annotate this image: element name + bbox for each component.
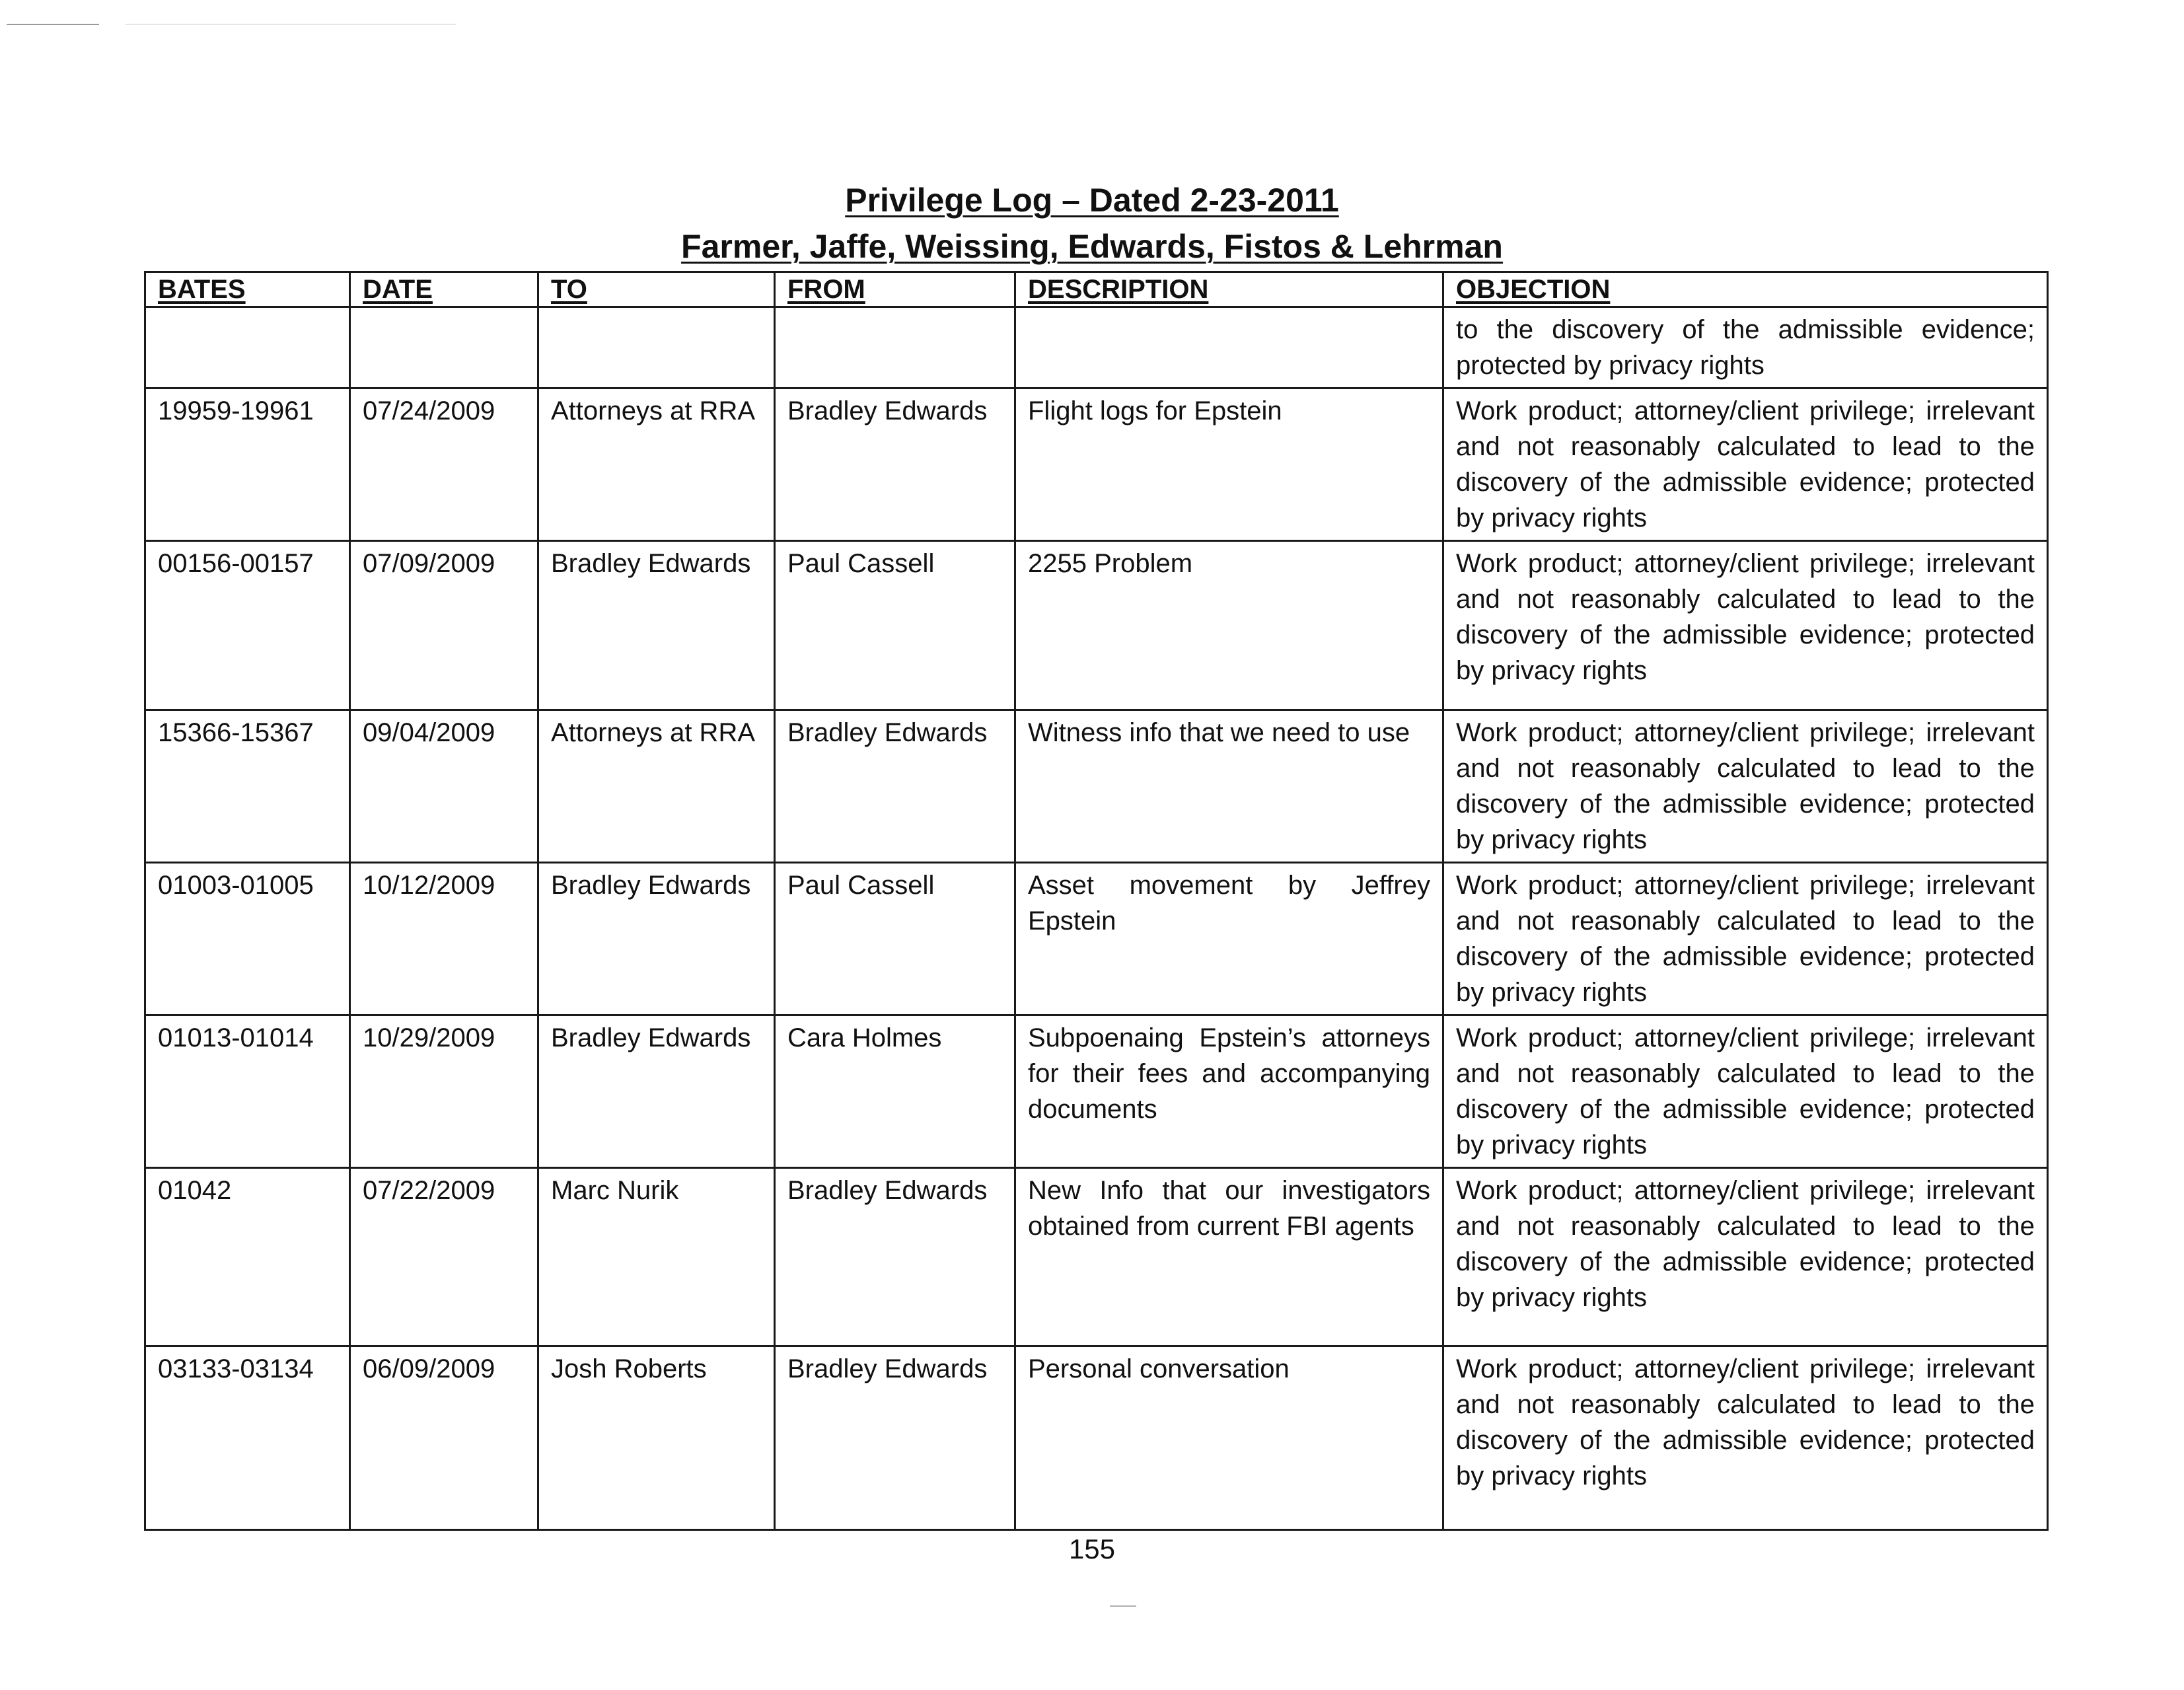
column-header-description: DESCRIPTION xyxy=(1015,272,1443,307)
cell-to: Bradley Edwards xyxy=(538,1015,775,1168)
table-row xyxy=(145,388,2048,541)
cell-from: Cara Holmes xyxy=(775,1015,1015,1168)
table-header-row xyxy=(145,272,2048,307)
cell-description: Subpoenaing Epstein’s attorneys for their fees and accompanying documents xyxy=(1015,1015,1443,1168)
cell-bates: 01013-01014 xyxy=(145,1015,350,1168)
cell-objection: Work product; attorney/client privilege; irrelevant and not reasonably calculated to lead to the discovery of the admissible evidence; protected by privacy rights xyxy=(1443,710,2048,863)
document-subtitle: Farmer, Jaffe, Weissing, Edwards, Fistos & Lehrman xyxy=(681,228,1503,265)
cell-objection: Work product; attorney/client privilege; irrelevant and not reasonably calculated to lead to the discovery of the admissible evidence; protected by privacy rights xyxy=(1443,1346,2048,1530)
cell-date: 10/12/2009 xyxy=(350,863,538,1015)
cell-to: Bradley Edwards xyxy=(538,541,775,710)
table-row xyxy=(145,307,2048,388)
table-row xyxy=(145,863,2048,1015)
cell-date: 06/09/2009 xyxy=(350,1346,538,1530)
cell-bates: 19959-19961 xyxy=(145,388,350,541)
scan-artifact-bottom-center xyxy=(1110,1605,1136,1607)
cell-from: Bradley Edwards xyxy=(775,1168,1015,1346)
scan-artifact-top-left xyxy=(7,24,99,25)
cell-description xyxy=(1015,307,1443,388)
page-number: 155 xyxy=(1068,1533,1116,1564)
column-header-from: FROM xyxy=(775,272,1015,307)
table-row xyxy=(145,1168,2048,1346)
table-row xyxy=(145,710,2048,863)
table-row xyxy=(145,541,2048,710)
table-row xyxy=(145,1015,2048,1168)
cell-date: 07/09/2009 xyxy=(350,541,538,710)
cell-to: Marc Nurik xyxy=(538,1168,775,1346)
cell-objection: Work product; attorney/client privilege; irrelevant and not reasonably calculated to lead to the discovery of the admissible evidence; protected by privacy rights xyxy=(1443,1015,2048,1168)
cell-objection: Work product; attorney/client privilege; irrelevant and not reasonably calculated to lead to the discovery of the admissible evidence; protected by privacy rights xyxy=(1443,541,2048,710)
cell-description: Witness info that we need to use xyxy=(1015,710,1443,863)
cell-description: 2255 Problem xyxy=(1015,541,1443,710)
cell-to: Josh Roberts xyxy=(538,1346,775,1530)
cell-date: 07/22/2009 xyxy=(350,1168,538,1346)
cell-objection: Work product; attorney/client privilege; irrelevant and not reasonably calculated to lead to the discovery of the admissible evidence; protected by privacy rights xyxy=(1443,1168,2048,1346)
cell-to: Attorneys at RRA xyxy=(538,710,775,863)
cell-from: Paul Cassell xyxy=(775,541,1015,710)
cell-from: Bradley Edwards xyxy=(775,710,1015,863)
cell-bates: 01003-01005 xyxy=(145,863,350,1015)
cell-to: Bradley Edwards xyxy=(538,863,775,1015)
cell-bates: 01042 xyxy=(145,1168,350,1346)
cell-description: Personal conversation xyxy=(1015,1346,1443,1530)
cell-from: Bradley Edwards xyxy=(775,388,1015,541)
column-header-to: TO xyxy=(538,272,775,307)
cell-description: Flight logs for Epstein xyxy=(1015,388,1443,541)
cell-from: Paul Cassell xyxy=(775,863,1015,1015)
cell-date xyxy=(350,307,538,388)
cell-date: 10/29/2009 xyxy=(350,1015,538,1168)
document-title: Privilege Log – Dated 2-23-2011 xyxy=(845,182,1339,219)
cell-objection: Work product; attorney/client privilege; irrelevant and not reasonably calculated to lead to the discovery of the admissible evidence; protected by privacy rights xyxy=(1443,388,2048,541)
cell-date: 09/04/2009 xyxy=(350,710,538,863)
column-header-bates: BATES xyxy=(145,272,350,307)
cell-description: New Info that our investigators obtained from current FBI agents xyxy=(1015,1168,1443,1346)
cell-to: Attorneys at RRA xyxy=(538,388,775,541)
table-row xyxy=(145,1346,2048,1530)
cell-from: Bradley Edwards xyxy=(775,1346,1015,1530)
cell-to xyxy=(538,307,775,388)
cell-description: Asset movement by Jeffrey Epstein xyxy=(1015,863,1443,1015)
document-title-block xyxy=(0,177,2184,270)
cell-objection: to the discovery of the admissible evidence; protected by privacy rights xyxy=(1443,307,2048,388)
column-header-date: DATE xyxy=(350,272,538,307)
cell-from xyxy=(775,307,1015,388)
column-header-objection: OBJECTION xyxy=(1443,272,2048,307)
cell-date: 07/24/2009 xyxy=(350,388,538,541)
cell-bates: 00156-00157 xyxy=(145,541,350,710)
cell-bates xyxy=(145,307,350,388)
cell-bates: 03133-03134 xyxy=(145,1346,350,1530)
cell-objection: Work product; attorney/client privilege; irrelevant and not reasonably calculated to lead to the discovery of the admissible evidence; protected by privacy rights xyxy=(1443,863,2048,1015)
privilege-log-table xyxy=(144,271,2049,1531)
cell-bates: 15366-15367 xyxy=(145,710,350,863)
